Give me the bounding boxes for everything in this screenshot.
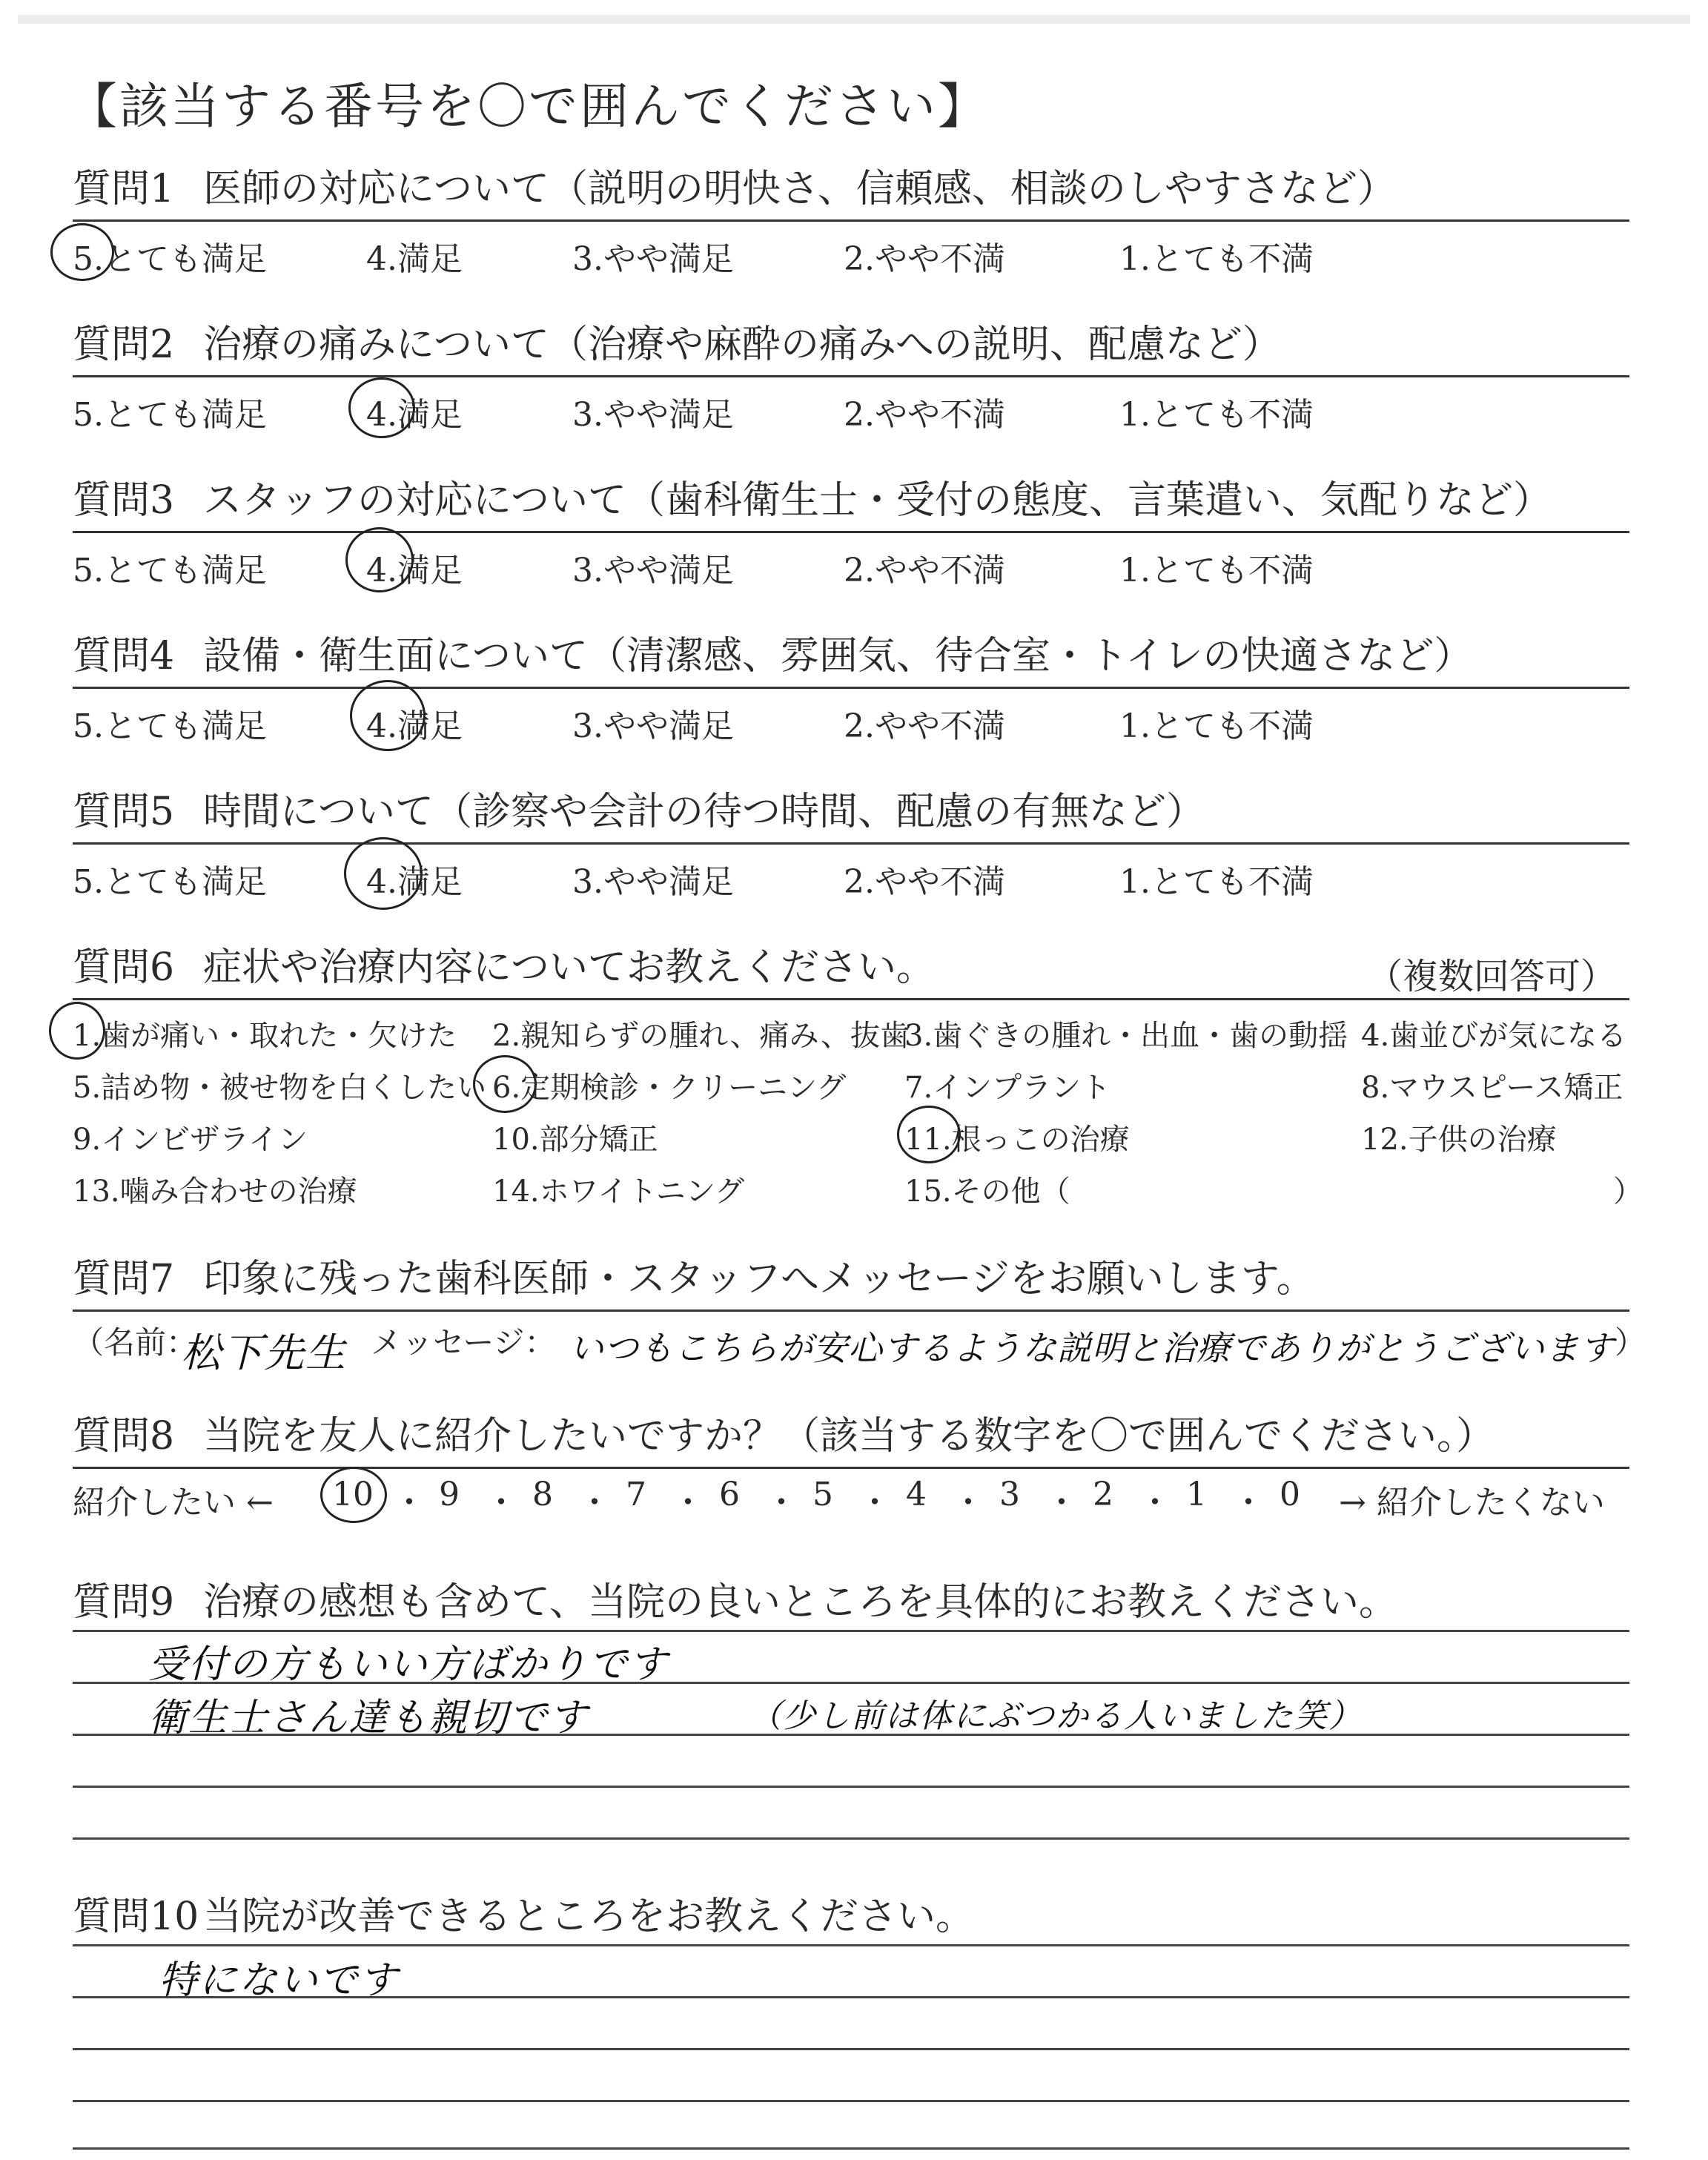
question-rule	[73, 1467, 1629, 1469]
rating-option[interactable]: 1.とても不満	[1119, 863, 1314, 901]
answer-line	[73, 1630, 1629, 1632]
rating-option[interactable]: 2.やや不満	[844, 396, 1005, 434]
answer-line	[73, 2100, 1629, 2102]
selection-circle	[897, 1106, 961, 1163]
question-text: スタッフの対応について（歯科衛生士・受付の態度、言葉遣い、気配りなど）	[203, 478, 1552, 523]
scale-dot: ・	[858, 1484, 891, 1522]
rating-option[interactable]: 4.満足	[366, 552, 463, 589]
answer-line	[73, 2048, 1629, 2050]
multiple-answers-note: （複数回答可）	[1367, 956, 1617, 997]
selection-circle	[345, 527, 414, 592]
question-label: 質問6	[73, 945, 175, 990]
scale-value[interactable]: 6	[719, 1476, 740, 1513]
question-text: 医師の対応について（説明の明快さ、信頼感、相談のしやすさなど）	[203, 167, 1396, 211]
symptom-option[interactable]: 15.その他（	[904, 1175, 1070, 1209]
rating-option[interactable]: 3.やや満足	[572, 240, 734, 278]
rating-option[interactable]: 4.満足	[366, 240, 463, 278]
handwritten-name: 松下先生	[181, 1330, 347, 1376]
question-label: 質問5	[73, 790, 175, 834]
answer-line	[73, 1837, 1629, 1840]
scale-value[interactable]: 8	[532, 1476, 553, 1513]
scale-dot: ・	[578, 1484, 611, 1522]
question-9	[73, 1578, 1629, 1627]
question-3	[73, 476, 1629, 588]
rating-option[interactable]: 2.やや不満	[844, 707, 1005, 745]
question-text: 治療の痛みについて（治療や麻酔の痛みへの説明、配慮など）	[203, 323, 1281, 367]
question-label: 質問8	[73, 1414, 175, 1459]
symptom-option[interactable]: 3.歯ぐきの腫れ・出血・歯の動揺	[904, 1019, 1348, 1053]
rating-option[interactable]: 5.とても満足	[73, 396, 267, 434]
scale-value[interactable]: 4	[906, 1476, 927, 1513]
scale-dot: ・	[765, 1484, 798, 1522]
rating-option[interactable]: 5.とても満足	[73, 707, 267, 745]
question-rule	[73, 375, 1629, 377]
selection-circle	[344, 837, 423, 910]
scale-value[interactable]: 2	[1093, 1476, 1113, 1513]
question-rule	[73, 687, 1629, 689]
rating-option[interactable]: 1.とても不満	[1119, 552, 1314, 589]
handwritten-answer: 衛生士さん達も親切です	[148, 1696, 589, 1740]
scale-dot: ・	[672, 1484, 704, 1522]
symptom-option[interactable]: 12.子供の治療	[1361, 1123, 1557, 1157]
rating-option[interactable]: 5.とても満足	[73, 552, 267, 589]
rating-options	[73, 232, 1629, 277]
scale-dot: ・	[393, 1484, 426, 1522]
scale-value[interactable]: 10	[332, 1476, 374, 1513]
question-1	[73, 165, 1629, 277]
question-4	[73, 632, 1629, 744]
symptom-option[interactable]: 13.噛み合わせの治療	[73, 1175, 357, 1209]
rating-option[interactable]: 1.とても不満	[1119, 240, 1314, 278]
question-5	[73, 787, 1629, 899]
rating-option[interactable]: 4.満足	[366, 863, 463, 901]
handwritten-answer: （少し前は体にぶつかる人いました笑）	[749, 1697, 1363, 1735]
question-text: 設備・衛生面について（清潔感、雰囲気、待合室・トイレの快適さなど）	[203, 634, 1473, 678]
rating-option[interactable]: 5.とても満足	[73, 863, 267, 901]
symptom-option[interactable]: 6.定期検診・クリーニング	[492, 1071, 847, 1105]
question-label: 質問2	[73, 323, 175, 367]
question-rule	[73, 1309, 1629, 1312]
page-title: 【該当する番号を〇で囲んでください】	[68, 78, 989, 135]
question-rule	[73, 842, 1629, 845]
handwritten-answer: 特にないです	[159, 1958, 400, 2003]
question-7	[73, 1255, 1629, 1312]
rating-option[interactable]: 4.満足	[366, 707, 463, 745]
selection-circle	[49, 1002, 105, 1060]
scale-value[interactable]: 9	[439, 1476, 460, 1513]
rating-option[interactable]: 2.やや不満	[844, 863, 1005, 901]
scale-dot: ・	[485, 1484, 517, 1522]
question-label: 質問7	[73, 1257, 175, 1301]
question-label: 質問9	[73, 1580, 175, 1625]
question-rule	[73, 531, 1629, 533]
rating-options	[73, 544, 1629, 588]
selection-circle	[50, 223, 114, 281]
question-label: 質問3	[73, 478, 175, 523]
symptom-option[interactable]: 4.歯並びが気になる	[1361, 1019, 1627, 1053]
question-text: 当院を友人に紹介したいですか？（該当する数字を〇で囲んでください。）	[203, 1414, 1495, 1459]
rating-option[interactable]: 2.やや不満	[844, 552, 1005, 589]
scale-dot: ・	[1139, 1484, 1171, 1522]
rating-option[interactable]: 2.やや不満	[844, 240, 1005, 278]
question-text: 治療の感想も含めて、当院の良いところを具体的にお教えください。	[203, 1580, 1397, 1625]
symptom-option[interactable]: 14.ホワイトニング	[492, 1175, 745, 1209]
rating-options	[73, 855, 1629, 899]
symptom-option[interactable]: 10.部分矯正	[492, 1123, 658, 1157]
symptom-options	[73, 1012, 1643, 1235]
question-8	[73, 1412, 1629, 1469]
question-2	[73, 320, 1629, 432]
scale-right-label: → 紹介したくない	[1339, 1484, 1605, 1522]
question-text: 印象に残った歯科医師・スタッフへメッセージをお願いします。	[203, 1257, 1315, 1301]
scale-left-label: 紹介したい ←	[73, 1484, 274, 1522]
message-close-paren: ）	[1615, 1324, 1646, 1361]
symptom-option[interactable]: 9.インビザライン	[73, 1123, 308, 1157]
answer-line	[73, 1944, 1629, 1946]
symptom-option[interactable]: 2.親知らずの腫れ、痛み、抜歯	[492, 1019, 910, 1053]
rating-option[interactable]: 4.満足	[366, 396, 463, 434]
rating-options	[73, 388, 1629, 432]
selection-circle	[350, 680, 426, 751]
rating-option[interactable]: 5.とても満足	[73, 240, 267, 278]
rating-option[interactable]: 1.とても不満	[1119, 396, 1314, 434]
selection-circle	[320, 1467, 387, 1523]
question-10	[73, 1892, 1629, 1941]
scan-edge	[18, 15, 1690, 24]
question-text: 症状や治療内容についてお教えください。	[203, 945, 935, 990]
rating-option[interactable]: 3.やや満足	[572, 707, 734, 745]
scale-value[interactable]: 7	[626, 1476, 646, 1513]
symptom-option[interactable]: 11.根っこの治療	[904, 1123, 1130, 1157]
handwritten-answer: 受付の方もいい方ばかりです	[148, 1642, 669, 1687]
answer-line	[73, 2147, 1629, 2150]
scale-dot: ・	[1045, 1484, 1078, 1522]
rating-option[interactable]: 3.やや満足	[572, 863, 734, 901]
scale-value[interactable]: 3	[999, 1476, 1020, 1513]
scale-value[interactable]: 1	[1186, 1476, 1207, 1513]
rating-options	[73, 699, 1629, 744]
symptom-option[interactable]: 7.インプラント	[904, 1071, 1111, 1105]
selection-circle	[473, 1055, 537, 1113]
question-text: 当院が改善できるところをお教えください。	[203, 1895, 975, 1939]
handwritten-message: いつもこちらが安心するような説明と治療でありがとうございます	[569, 1328, 1615, 1368]
question-label: 質問4	[73, 634, 175, 678]
symptom-option[interactable]: 1.歯が痛い・取れた・欠けた	[73, 1019, 457, 1053]
scale-dot: ・	[952, 1484, 984, 1522]
symptom-option[interactable]: 8.マウスピース矯正	[1361, 1071, 1623, 1105]
question-rule	[73, 219, 1629, 222]
question-text: 時間について（診察や会計の待つ時間、配慮の有無など）	[203, 790, 1205, 834]
question-label: 質問1	[73, 167, 175, 211]
scale-value[interactable]: 0	[1280, 1476, 1300, 1513]
other-close-paren: ）	[1613, 1175, 1643, 1209]
symptom-option[interactable]: 5.詰め物・被せ物を白くしたい	[73, 1071, 487, 1105]
scale-value[interactable]: 5	[812, 1476, 833, 1513]
question-label: 質問10	[73, 1895, 199, 1939]
rating-option[interactable]: 3.やや満足	[572, 396, 734, 434]
answer-line	[73, 1786, 1629, 1788]
scale-dot: ・	[1232, 1484, 1265, 1522]
message-label: メッセージ：	[371, 1324, 556, 1361]
name-label: （名前：	[73, 1324, 198, 1361]
rating-option[interactable]: 3.やや満足	[572, 552, 734, 589]
rating-option[interactable]: 1.とても不満	[1119, 707, 1314, 745]
selection-circle	[348, 377, 415, 438]
